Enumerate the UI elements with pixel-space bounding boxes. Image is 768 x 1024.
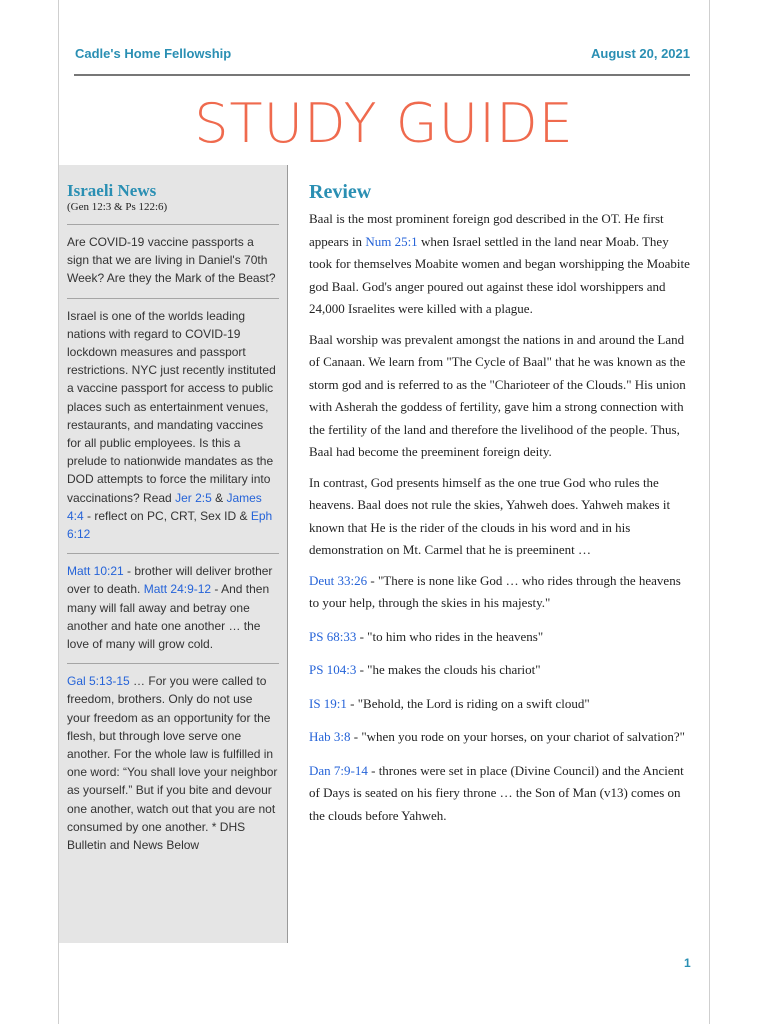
verse-item [309,693,693,716]
verse-item [309,659,693,682]
sidebar-text: & [211,490,227,505]
section-title: Review [309,181,372,203]
verse-item [309,626,693,649]
scripture-link[interactable]: Matt 24:9-12 [143,582,212,597]
sidebar-paragraph [67,307,279,544]
scripture-link[interactable]: James 4:4 [67,490,262,523]
verse-text: - "Behold, the Lord is riding on a swift cloud" [346,695,590,711]
scripture-link[interactable]: Deut 33:26 [309,572,368,588]
page-number: 1 [684,956,691,970]
scripture-link[interactable]: Hab 3:8 [309,729,351,744]
body-paragraph: In contrast, God presents himself as the one true God who rules the heavens. Baal does not rule the skies, Yahweh does. Yahweh makes it known that He is the rider of the clouds in his word and in his demonstration on Mt. Carmel that he is preeminent … [309,474,671,557]
verse-item [309,760,693,828]
header-divider [74,74,690,76]
verse-item [309,570,693,615]
body-paragraph: Baal worship was prevalent amongst the nations in and around the Land of Canaan. We learn from "The Cycle of Baal" that he was known as the storm god and is referred to as the "Charioteer of the Clouds." His union with Asherah the goddess of fertility, gave him a strong connection with the fertility of the land and therefore the livelihood of the people. Thus, Baal had become the preeminent foreign deity. [309,331,686,459]
sidebar-paragraph: Are COVID-19 vaccine passports a sign that we are living in Daniel's 70th Week? Are they the Mark of the Beast? [67,235,276,286]
sidebar-divider [67,224,279,225]
page-title: STUDY GUIDE [194,92,574,155]
main-content [309,180,693,838]
verse-item [309,726,693,749]
verse-text: - "There is none like God … who rides through the heavens to your help, through the skies in his majesty." [309,572,681,610]
sidebar-paragraph [67,562,279,653]
scripture-link[interactable]: Num 25:1 [365,233,418,249]
sidebar [59,165,288,943]
scripture-link[interactable]: Jer 2:5 [175,490,212,505]
header-date: August 20, 2021 [591,46,690,61]
sidebar-divider [67,298,279,299]
scripture-link[interactable]: Dan 7:9-14 [309,762,368,778]
scripture-link[interactable]: IS 19:1 [309,695,347,711]
sidebar-paragraph [67,672,279,854]
verse-text: - "to him who rides in the heavens" [356,628,544,644]
sidebar-divider [67,553,279,554]
scripture-link[interactable]: PS 104:3 [309,662,357,677]
scripture-link[interactable]: Matt 10:21 [67,564,124,579]
sidebar-text: - brother will deliver brother over to death. [67,564,273,597]
sidebar-text: - And then many will fall away and betray one another and hate one another … the love of many will grow cold. [67,582,270,652]
sidebar-text: - reflect on PC, CRT, Sex ID & [83,508,251,523]
sidebar-text: Israel is one of the worlds leading nations with regard to COVID-19 lockdown measures and passport restrictions. NYC just recently instituted a vaccine passport for access to public places such as entertainment venues, restaurants, and mandating vaccines for all public employees. Is this a prelude to nationwide mandates as the DOD attempts to force the military into vaccinations? Read [67,308,276,505]
scripture-link[interactable]: Eph 6:12 [67,508,273,542]
body-text: Baal is the most prominent foreign god described in the OT. He first appears in [309,211,664,249]
verse-text: - "when you rode on your horses, on your chariot of salvation?" [350,729,685,744]
verse-text: - thrones were set in place (Divine Council) and the Ancient of Days is seated on his fiery throne … the Son of Man (v13) comes on the clouds before Yahweh. [309,762,684,823]
scripture-link[interactable]: Gal 5:13-15 [67,674,130,689]
header-organization: Cadle's Home Fellowship [75,46,232,61]
sidebar-subtitle: (Gen 12:3 & Ps 122:6) [67,201,168,213]
verse-text: - "he makes the clouds his chariot" [356,662,541,677]
sidebar-title: Israeli News [67,181,157,200]
sidebar-divider [67,663,279,664]
body-paragraph [309,208,693,321]
sidebar-text: … For you were called to freedom, brothers. Only do not use your freedom as an opportunity for the flesh, but through love serve one another. For the whole law is fulfilled in one word: “You shall love your neighbor as yourself.” But if you bite and devour one another, watch out that you are not consumed by one another. * DHS Bulletin and News Below [67,674,278,853]
body-text: when Israel settled in the land near Moab. They took for themselves Moabite women and began worshipping the Moabite god Baal. God's anger poured out against these idol worshippers and 24,000 Israelites were killed with a plague. [309,233,690,316]
scripture-link[interactable]: PS 68:33 [309,628,357,644]
